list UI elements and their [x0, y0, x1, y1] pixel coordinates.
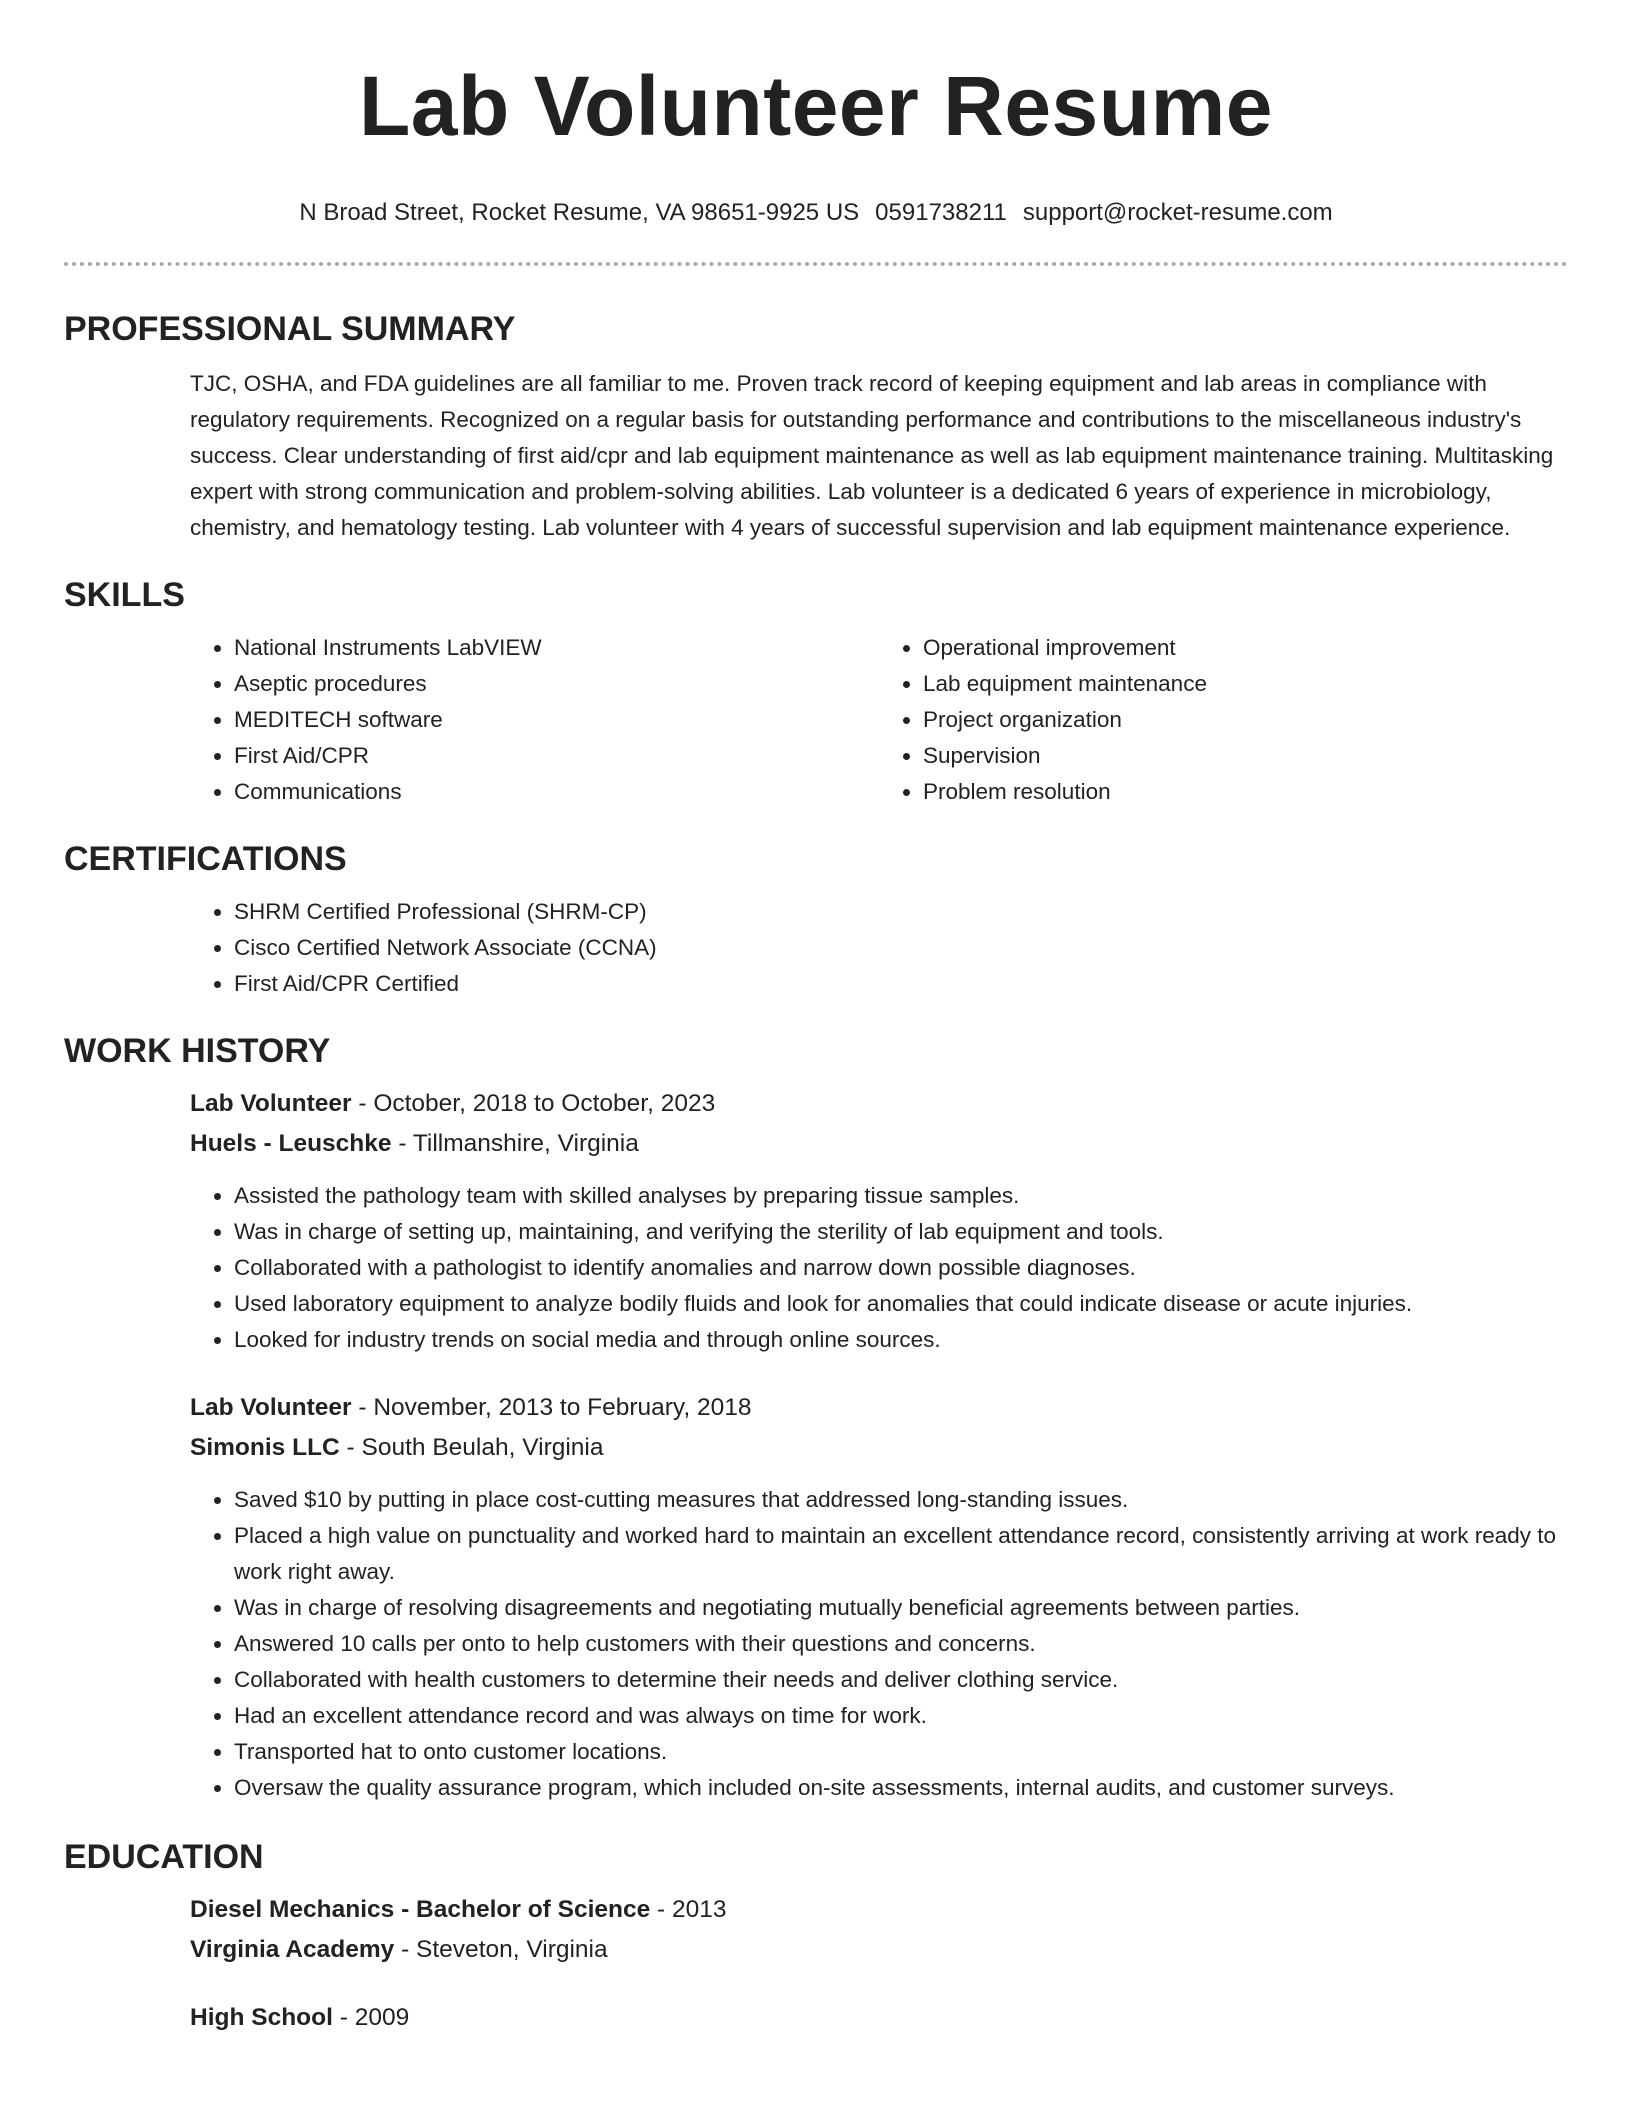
job-title-line [190, 1084, 1568, 1124]
job-bullet: • Was in charge of setting up, maintaining, and verifying the sterility of lab equipment and tools. [234, 1214, 1568, 1250]
degree-line [190, 1998, 1568, 2038]
skill-item: • Problem resolution [923, 774, 1568, 810]
skill-item: • Operational improvement [923, 630, 1568, 666]
work-history-section [64, 1030, 1568, 1806]
certifications-list [190, 894, 1568, 1002]
job-bullet: • Used laboratory equipment to analyze bodily fluids and look for anomalies that could indicate disease or acute injuries. [234, 1286, 1568, 1322]
job-bullet: • Collaborated with health customers to determine their needs and deliver clothing service. [234, 1662, 1568, 1698]
certification-item: • First Aid/CPR Certified [234, 966, 1568, 1002]
skill-item: • Lab equipment maintenance [923, 666, 1568, 702]
job-bullet: • Collaborated with a pathologist to identify anomalies and narrow down possible diagnoses. [234, 1250, 1568, 1286]
job-company: Simonis LLC [190, 1434, 340, 1461]
certifications-section [64, 838, 1568, 1002]
education-entry [190, 1998, 1568, 2038]
job-bullet: • Had an excellent attendance record and was always on time for work. [234, 1698, 1568, 1734]
job-bullet: • Transported hat to onto customer locations. [234, 1734, 1568, 1770]
education-heading: EDUCATION [64, 1838, 264, 1876]
job-title: Lab Volunteer [190, 1394, 352, 1421]
job-bullet: • Answered 10 calls per onto to help customers with their questions and concerns. [234, 1626, 1568, 1662]
degree-year: - 2013 [650, 1896, 727, 1923]
job-entry [190, 1084, 1568, 1358]
skills-heading: SKILLS [64, 576, 185, 614]
skill-item: • MEDITECH software [234, 702, 879, 738]
address: N Broad Street, Rocket Resume, VA 98651-9925 US [299, 199, 860, 226]
job-dates: - October, 2018 to October, 2023 [351, 1090, 716, 1117]
job-title-line [190, 1388, 1568, 1428]
degree: High School [190, 2004, 333, 2031]
job-company: Huels - Leuschke [190, 1130, 392, 1157]
school-location: - Steveton, Virginia [394, 1936, 608, 1963]
job-bullet: • Oversaw the quality assurance program, which included on-site assessments, internal audits, and customer surveys. [234, 1770, 1568, 1806]
skills-list-right [879, 630, 1568, 810]
summary-text: TJC, OSHA, and FDA guidelines are all familiar to me. Proven track record of keeping equipment and lab areas in compliance with regulatory requirements. Recognized on a regular basis for outstanding performance and contributions to the miscellaneous industry's success. Clear understanding of first aid/cpr and lab equipment maintenance as well as lab equipment maintenance training. Multitasking expert with strong communication and problem-solving abilities. Lab volunteer is a dedicated 6 years of experience in microbiology, chemistry, and hematology testing. Lab volunteer with 4 years of successful supervision and lab equipment maintenance experience. [190, 371, 1554, 540]
skill-item: • National Instruments LabVIEW [234, 630, 879, 666]
job-title: Lab Volunteer [190, 1090, 352, 1117]
header-divider [64, 262, 1568, 266]
skills-section [64, 574, 1568, 810]
skills-grid [190, 630, 1568, 810]
certifications-heading: CERTIFICATIONS [64, 840, 347, 878]
job-bullet: • Assisted the pathology team with skilled analyses by preparing tissue samples. [234, 1178, 1568, 1214]
job-company-line [190, 1124, 1568, 1164]
certification-item: • Cisco Certified Network Associate (CCNA) [234, 930, 1568, 966]
job-bullet: • Looked for industry trends on social media and through online sources. [234, 1322, 1568, 1358]
education-entry [190, 1890, 1568, 1970]
skill-item: • First Aid/CPR [234, 738, 879, 774]
skill-item: • Supervision [923, 738, 1568, 774]
job-bullet: • Placed a high value on punctuality and worked hard to maintain an excellent attendance record, consistently arriving at work ready to work right away. [234, 1518, 1568, 1590]
skill-item: • Project organization [923, 702, 1568, 738]
school-line [190, 1930, 1568, 1970]
degree-year: - 2009 [332, 2004, 410, 2031]
degree-line [190, 1890, 1568, 1930]
email: support@rocket-resume.com [1022, 199, 1333, 226]
phone: 0591738211 [875, 199, 1007, 226]
certification-item: • SHRM Certified Professional (SHRM-CP) [234, 894, 1568, 930]
school: Virginia Academy [190, 1936, 395, 1963]
summary-heading: PROFESSIONAL SUMMARY [64, 310, 516, 348]
contact-line [0, 198, 1632, 228]
skill-item: • Communications [234, 774, 879, 810]
summary-section [64, 308, 1568, 546]
job-bullets [190, 1178, 1568, 1358]
job-bullets [190, 1482, 1568, 1806]
degree: Diesel Mechanics - Bachelor of Science [190, 1896, 651, 1923]
resume-title: Lab Volunteer Resume [359, 59, 1273, 153]
skill-item: • Aseptic procedures [234, 666, 879, 702]
job-dates: - November, 2013 to February, 2018 [351, 1394, 752, 1421]
job-bullet: • Was in charge of resolving disagreements and negotiating mutually beneficial agreements between parties. [234, 1590, 1568, 1626]
work-history-heading: WORK HISTORY [64, 1032, 331, 1070]
job-location: - Tillmanshire, Virginia [391, 1130, 639, 1157]
job-entry [190, 1388, 1568, 1806]
education-section [64, 1836, 1568, 2038]
job-company-line [190, 1428, 1568, 1468]
job-location: - South Beulah, Virginia [339, 1434, 604, 1461]
skills-list-left [190, 630, 879, 810]
job-bullet: • Saved $10 by putting in place cost-cutting measures that addressed long-standing issues. [234, 1482, 1568, 1518]
